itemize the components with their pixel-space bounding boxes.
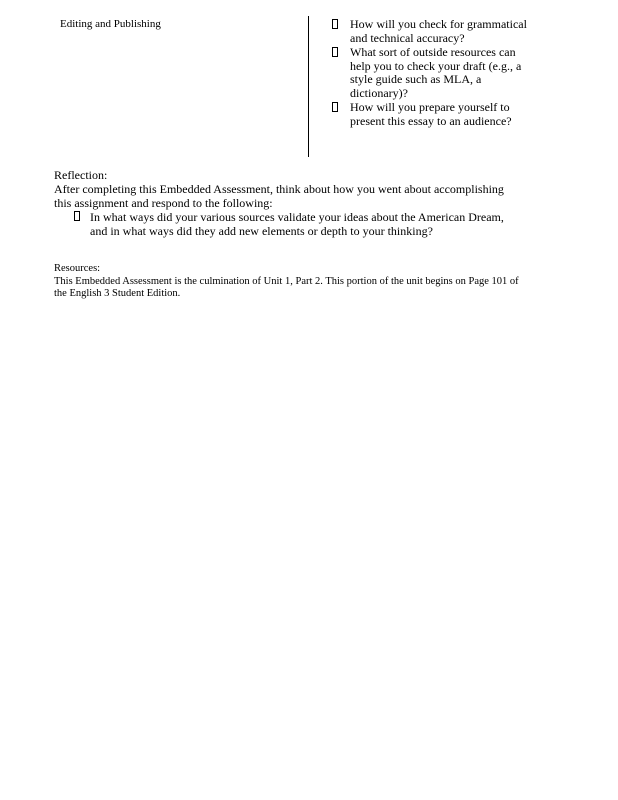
resources-body: This Embedded Assessment is the culmination of Unit 1, Part 2. This portion of the unit begins on Page 101 of the English 3 Student Edition. — [54, 275, 519, 299]
list-item-text: How will you check for grammatical and technical accuracy? — [350, 17, 527, 45]
list-item — [74, 210, 524, 238]
table-divider — [308, 16, 309, 157]
list-item-text: What sort of outside resources can help you to check your draft (e.g., a style guide such as MLA, a dictionary)? — [350, 45, 522, 100]
list-item-text: How will you prepare yourself to present this essay to an audience? — [350, 100, 512, 128]
resources-heading: Resources: — [54, 263, 101, 274]
list-item — [332, 46, 532, 100]
reflection-list — [74, 210, 524, 238]
editing-questions-list — [332, 18, 532, 129]
list-item — [332, 18, 532, 45]
editing-heading-text: Editing and Publishing — [60, 18, 161, 30]
bullet-icon — [332, 46, 350, 100]
reflection-intro: After completing this Embedded Assessment, think about how you went about accomplishing this assignment and respond to the following: — [54, 182, 504, 210]
section-heading-editing — [60, 18, 300, 30]
bullet-icon — [332, 101, 350, 128]
bullet-icon — [74, 210, 90, 238]
reflection-section — [54, 168, 524, 239]
bullet-icon — [332, 18, 350, 45]
reflection-heading: Reflection: — [54, 168, 108, 182]
resources-section — [54, 263, 534, 301]
list-item — [332, 101, 532, 128]
list-item-text: In what ways did your various sources validate your ideas about the American Dream, and in what ways did they add new elements or depth to your thinking? — [90, 210, 504, 238]
